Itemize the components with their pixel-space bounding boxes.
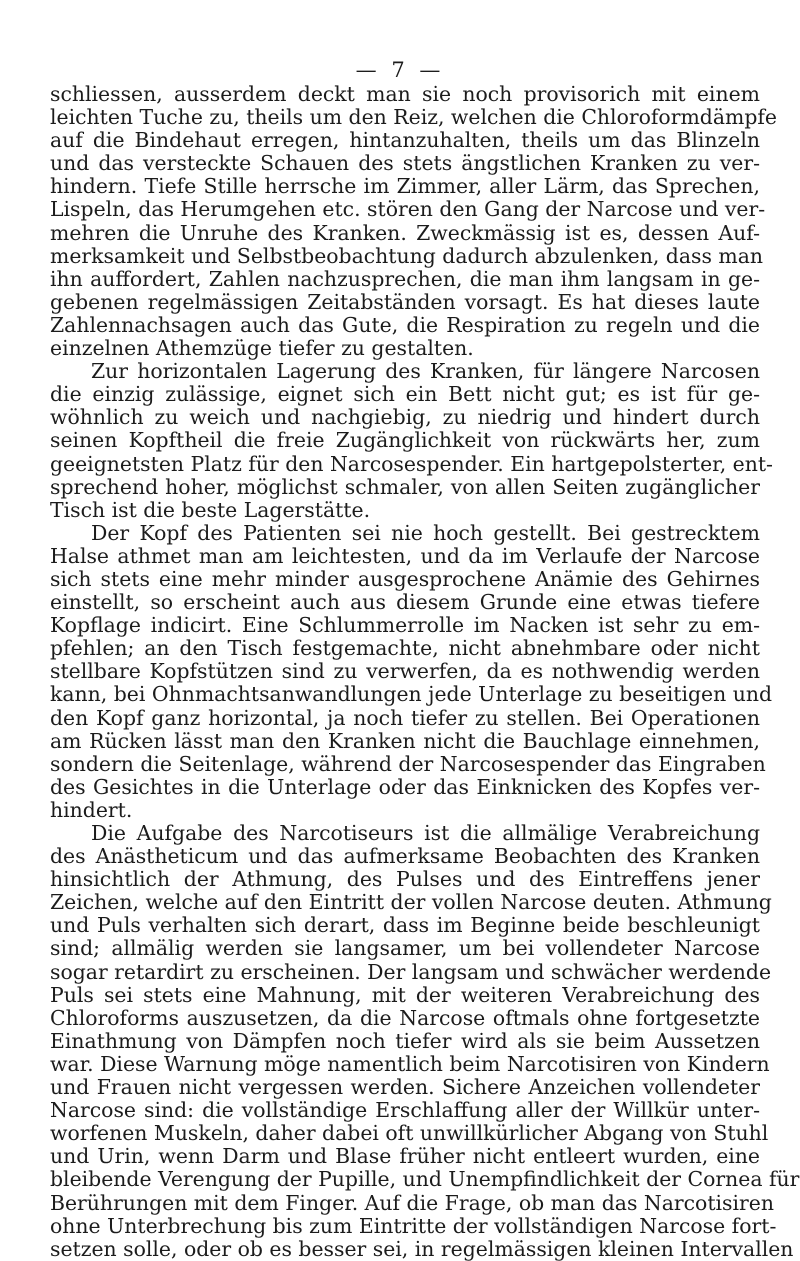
text-line: pfehlen; an den Tisch festgemachte, nicht abnehmbare oder nicht xyxy=(50,636,760,661)
text-line: einzelnen Athemzüge tiefer zu gestalten. xyxy=(50,336,474,361)
page-number: — 7 — xyxy=(355,58,445,82)
text-line: war. Diese Warnung möge namentlich beim Narcotisiren von Kindern xyxy=(50,1051,770,1076)
paragraph-3 xyxy=(50,520,773,822)
text-line: schliessen, ausserdem deckt man sie noch provisorich mit einem xyxy=(50,82,760,106)
text-line: mehren die Unruhe des Kranken. Zweckmässig ist es, dessen Auf- xyxy=(50,220,760,245)
body-text xyxy=(50,82,800,1261)
text-line: kann, bei Ohnmachtsanwandlungen jede Unterlage zu beseitigen und xyxy=(50,682,773,707)
text-line: sind; allmälig werden sie langsamer, um bei vollendeter Narcose xyxy=(50,936,760,961)
text-line: stellbare Kopfstützen sind zu verwerfen, da es nothwendig werden xyxy=(50,659,760,684)
text-line: bleibende Verengung der Pupille, und Unempfindlichkeit der Cornea für xyxy=(50,1167,800,1192)
text-line: und Urin, wenn Darm und Blase früher nicht entleert wurden, eine xyxy=(50,1144,760,1169)
text-line: hinsichtlich der Athmung, des Pulses und des Eintreffens jener xyxy=(50,867,760,892)
text-line: und das versteckte Schauen des stets ängstlichen Kranken zu ver- xyxy=(50,151,760,176)
paragraph-2 xyxy=(50,359,773,522)
text-line: gebenen regelmässigen Zeitabständen vorsagt. Es hat dieses laute xyxy=(50,289,760,314)
text-line: Kopflage indicirt. Eine Schlummerrolle im Nacken ist sehr zu em- xyxy=(50,613,760,638)
text-line: Narcose sind: die vollständige Erschlaffung aller der Willkür unter- xyxy=(50,1098,760,1123)
paragraph-1 xyxy=(50,82,777,361)
text-line: ihn auffordert, Zahlen nachzusprechen, die man ihm langsam in ge- xyxy=(50,266,760,291)
text-line: Zahlennachsagen auch das Gute, die Respiration zu regeln und die xyxy=(50,312,760,337)
text-line: die einzig zulässige, eignet sich ein Bett nicht gut; es ist für ge- xyxy=(50,382,760,407)
text-line: geeignetsten Platz für den Narcosespender. Ein hartgepolsterter, ent- xyxy=(50,451,773,476)
text-line: sogar retardirt zu erscheinen. Der langsam und schwächer werdende xyxy=(50,959,772,984)
text-line: merksamkeit und Selbstbeobachtung dadurch abzulenken, dass man xyxy=(50,243,764,268)
text-line: einstellt, so erscheint auch aus diesem Grunde eine etwas tiefere xyxy=(50,590,760,615)
text-line: Puls sei stets eine Mahnung, mit der weiteren Verabreichung des xyxy=(50,982,760,1007)
text-line: sondern die Seitenlage, während der Narcosespender das Eingraben xyxy=(50,751,766,776)
paragraph-4 xyxy=(50,821,800,1261)
text-line: Berührungen mit dem Finger. Auf die Frage, ob man das Narcotisiren xyxy=(50,1190,774,1215)
text-line: seinen Kopftheil die freie Zugänglichkeit von rückwärts her, zum xyxy=(50,428,760,453)
text-line: leichten Tuche zu, theils um den Reiz, welchen die Chloroformdämpfe xyxy=(50,105,777,130)
text-line: ohne Unterbrechung bis zum Eintritte der vollständigen Narcose fort- xyxy=(50,1213,777,1238)
text-line: Die Aufgabe des Narcotiseurs ist die allmälige Verabreichung xyxy=(91,821,760,845)
text-line: Der Kopf des Patienten sei nie hoch gestellt. Bei gestrecktem xyxy=(91,520,760,545)
text-line: Chloroforms auszusetzen, da die Narcose oftmals ohne fortgesetzte xyxy=(50,1005,760,1030)
text-line: und Puls verhalten sich derart, dass im Beginne beide beschleunigt xyxy=(50,913,760,938)
text-line: sich stets eine mehr minder ausgesprochene Anämie des Gehirnes xyxy=(50,566,760,591)
text-line: Lispeln, das Herumgehen etc. stören den Gang der Narcose und ver- xyxy=(50,197,766,222)
text-line: am Rücken lässt man den Kranken nicht die Bauchlage einnehmen, xyxy=(50,728,760,753)
text-line: Einathmung von Dämpfen noch tiefer wird als sie beim Aussetzen xyxy=(50,1028,760,1053)
text-line: Tisch ist die beste Lagerstätte. xyxy=(50,497,371,522)
text-line: Halse athmet man am leichtesten, und da im Verlaufe der Narcose xyxy=(50,543,760,568)
text-line: und Frauen nicht vergessen werden. Sichere Anzeichen vollendeter xyxy=(50,1075,760,1100)
text-line: wöhnlich zu weich und nachgiebig, zu niedrig und hindert durch xyxy=(50,405,760,430)
text-line: Zeichen, welche auf den Eintritt der vollen Narcose deuten. Athmung xyxy=(50,890,772,915)
text-line: hindert. xyxy=(50,797,133,822)
text-line: worfenen Muskeln, daher dabei oft unwillkürlicher Abgang von Stuhl xyxy=(50,1121,769,1146)
text-line: des Gesichtes in die Unterlage oder das Einknicken des Kopfes ver- xyxy=(50,774,760,799)
text-line: auf die Bindehaut erregen, hintanzuhalten, theils um das Blinzeln xyxy=(50,128,760,153)
text-line: setzen solle, oder ob es besser sei, in regelmässigen kleinen Intervallen xyxy=(50,1236,794,1261)
text-line: sprechend hoher, möglichst schmaler, von allen Seiten zugänglicher xyxy=(50,474,760,499)
text-line: den Kopf ganz horizontal, ja noch tiefer zu stellen. Bei Operationen xyxy=(50,705,760,730)
text-line: Zur horizontalen Lagerung des Kranken, für längere Narcosen xyxy=(91,359,760,384)
text-line: hindern. Tiefe Stille herrsche im Zimmer, aller Lärm, das Sprechen, xyxy=(50,174,760,199)
text-line: des Anästheticum und das aufmerksame Beobachten des Kranken xyxy=(50,844,760,869)
